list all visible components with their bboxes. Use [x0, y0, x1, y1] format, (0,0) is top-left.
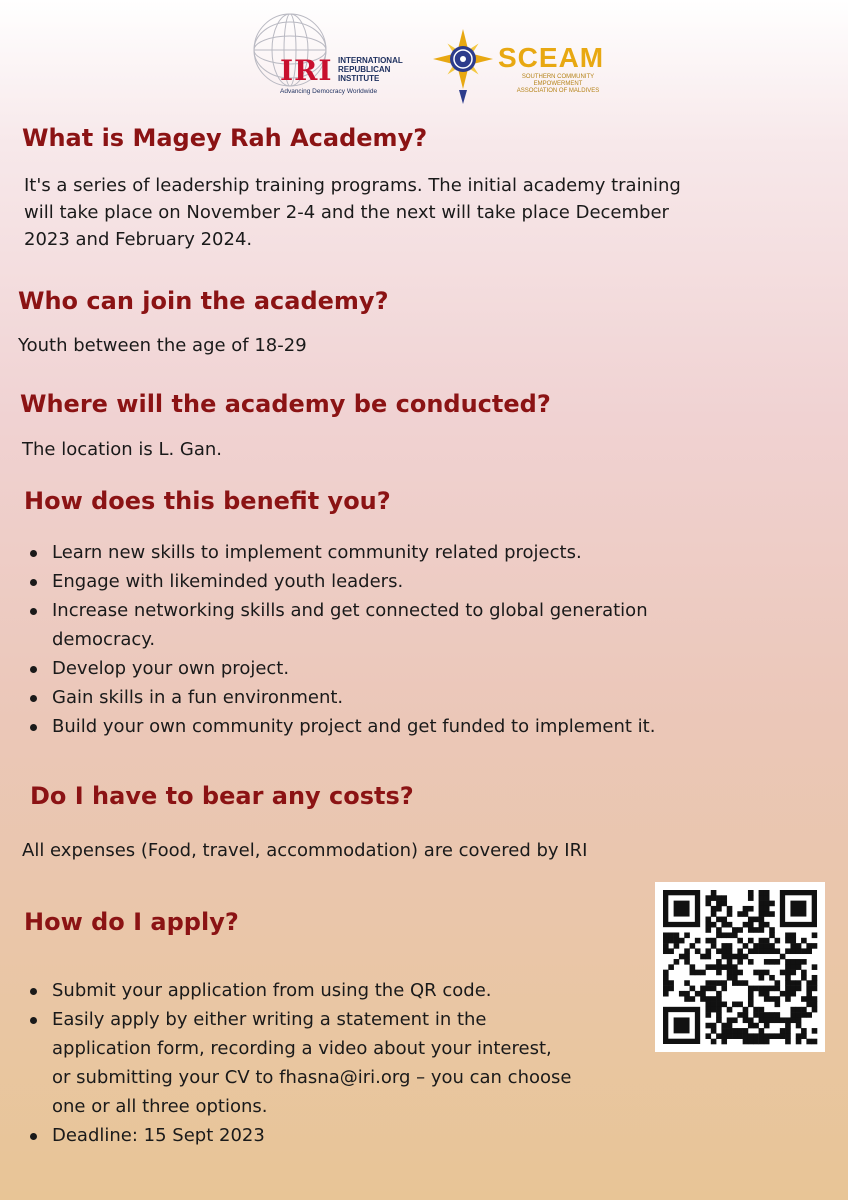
list-item: Develop your own project.: [24, 654, 655, 683]
heading-who-can-join: Who can join the academy?: [18, 287, 389, 315]
iri-logo-letters: IRI: [280, 54, 333, 87]
list-item: Deadline: 15 Sept 2023: [24, 1121, 571, 1150]
list-item: Learn new skills to implement community related projects.: [24, 538, 655, 567]
list-item: Easily apply by either writing a statement in the application form, recording a video about your interest, or submitting your CV to fhasna@iri.org – you can choose one or all three options.: [24, 1005, 571, 1121]
iri-logo-name: INTERNATIONAL REPUBLICAN INSTITUTE: [338, 56, 403, 83]
list-item: Build your own community project and get funded to implement it.: [24, 712, 655, 741]
logo-bar: [0, 8, 848, 100]
compass-emblem-icon: [430, 26, 496, 106]
benefit-list: [24, 538, 655, 741]
list-item: Gain skills in a fun environment.: [24, 683, 655, 712]
iri-logo: [250, 10, 410, 100]
iri-logo-tagline: Advancing Democracy Worldwide: [280, 88, 378, 95]
what-is-academy-text: It's a series of leadership training programs. The initial academy training will take place on November 2-4 and the next will take place December 2023 and February 2024.: [24, 175, 681, 250]
apply-list: [24, 976, 571, 1150]
costs-text: All expenses (Food, travel, accommodation) are covered by IRI: [22, 840, 588, 861]
who-can-join-text: Youth between the age of 18-29: [18, 335, 307, 356]
heading-where-conducted: Where will the academy be conducted?: [20, 390, 551, 418]
heading-costs: Do I have to bear any costs?: [30, 782, 414, 810]
heading-how-apply: How do I apply?: [24, 908, 239, 936]
qr-code-icon[interactable]: [655, 882, 825, 1052]
list-item: Submit your application from using the QR code.: [24, 976, 571, 1005]
heading-what-is-academy: What is Magey Rah Academy?: [22, 124, 428, 152]
sceam-logo: [430, 26, 630, 106]
sceam-logo-subtitle: SOUTHERN COMMUNITY EMPOWERMENT ASSOCIATION OF MALDIVES: [516, 74, 600, 94]
heading-how-benefit: How does this benefit you?: [24, 487, 391, 515]
sceam-logo-name: SCEAM: [498, 42, 605, 73]
list-item: Increase networking skills and get connected to global generation democracy.: [24, 596, 655, 654]
where-conducted-text: The location is L. Gan.: [22, 439, 223, 460]
list-item: Engage with likeminded youth leaders.: [24, 567, 655, 596]
